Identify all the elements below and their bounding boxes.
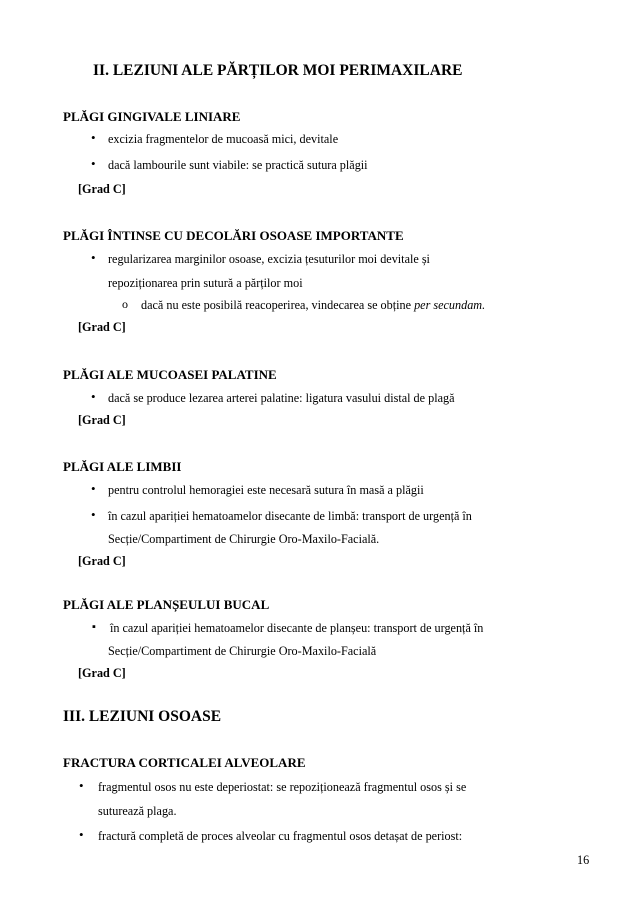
list-item: excizia fragmentelor de mucoasă mici, devitale — [108, 132, 339, 146]
list-item: pentru controlul hemoragiei este necesară sutura în masă a plăgii — [108, 483, 424, 497]
grade-label: [Grad C] — [78, 554, 126, 568]
heading-plagi-palatine: PLĂGI ALE MUCOASEI PALATINE — [63, 367, 277, 382]
bullet-icon: • — [91, 250, 96, 265]
bullet-icon: • — [91, 507, 96, 522]
list-item: regularizarea marginilor osoase, excizia țesuturilor moi devitale și — [108, 252, 430, 266]
bullet-icon: • — [91, 481, 96, 496]
heading-plagi-limbii: PLĂGI ALE LIMBII — [63, 459, 182, 474]
list-item: fractură completă de proces alveolar cu fragmentul osos detașat de periost: — [98, 829, 463, 843]
bullet-icon: • — [91, 389, 96, 404]
heading-plagi-intinse: PLĂGI ÎNTINSE CU DECOLĂRI OSOASE IMPORTANTE — [63, 228, 404, 243]
grade-label: [Grad C] — [78, 320, 126, 334]
bullet-icon: • — [79, 778, 84, 793]
list-item: dacă se produce lezarea arterei palatine: ligatura vasului distal de plagă — [108, 391, 455, 405]
grade-label: [Grad C] — [78, 182, 126, 196]
list-item-continuation: Secție/Compartiment de Chirurgie Oro-Maxilo-Facială. — [108, 532, 380, 546]
sub-list-item — [141, 298, 485, 313]
bullet-icon: • — [79, 827, 84, 842]
heading-plagi-planseului: PLĂGI ALE PLANȘEULUI BUCAL — [63, 597, 270, 612]
page-number: 16 — [577, 853, 590, 867]
grade-label: [Grad C] — [78, 666, 126, 680]
heading-fractura-corticalei: FRACTURA CORTICALEI ALVEOLARE — [63, 755, 306, 770]
list-item: în cazul apariției hematoamelor disecante de planșeu: transport de urgență în — [110, 621, 484, 635]
list-item: în cazul apariției hematoamelor disecante de limbă: transport de urgență în — [108, 509, 472, 523]
list-item-continuation: repoziționarea prin sutură a părților moi — [108, 276, 303, 290]
list-item: dacă lambourile sunt viabile: se practică sutura plăgii — [108, 158, 368, 172]
section-title-leziuni-parti-moi: II. LEZIUNI ALE PĂRȚILOR MOI PERIMAXILARE — [93, 62, 463, 79]
heading-plagi-gingivale: PLĂGI GINGIVALE LINIARE — [63, 109, 241, 124]
grade-label: [Grad C] — [78, 413, 126, 427]
bullet-icon: • — [91, 156, 96, 171]
list-item: fragmentul osos nu este deperiostat: se repoziționează fragmentul osos și se — [98, 780, 467, 794]
square-bullet-icon: ▪ — [92, 621, 96, 633]
bullet-icon: • — [91, 130, 96, 145]
sub-list-item-text: dacă nu este posibilă reacoperirea, vindecarea se obține — [141, 298, 412, 312]
sub-list-item-italic: per secundam. — [414, 298, 486, 312]
list-item-continuation: Secție/Compartiment de Chirurgie Oro-Maxilo-Facială — [108, 644, 377, 658]
section-title-leziuni-osoase: III. LEZIUNI OSOASE — [63, 708, 222, 725]
list-item-continuation: suturează plaga. — [98, 804, 177, 818]
circle-bullet-icon: o — [122, 297, 128, 311]
